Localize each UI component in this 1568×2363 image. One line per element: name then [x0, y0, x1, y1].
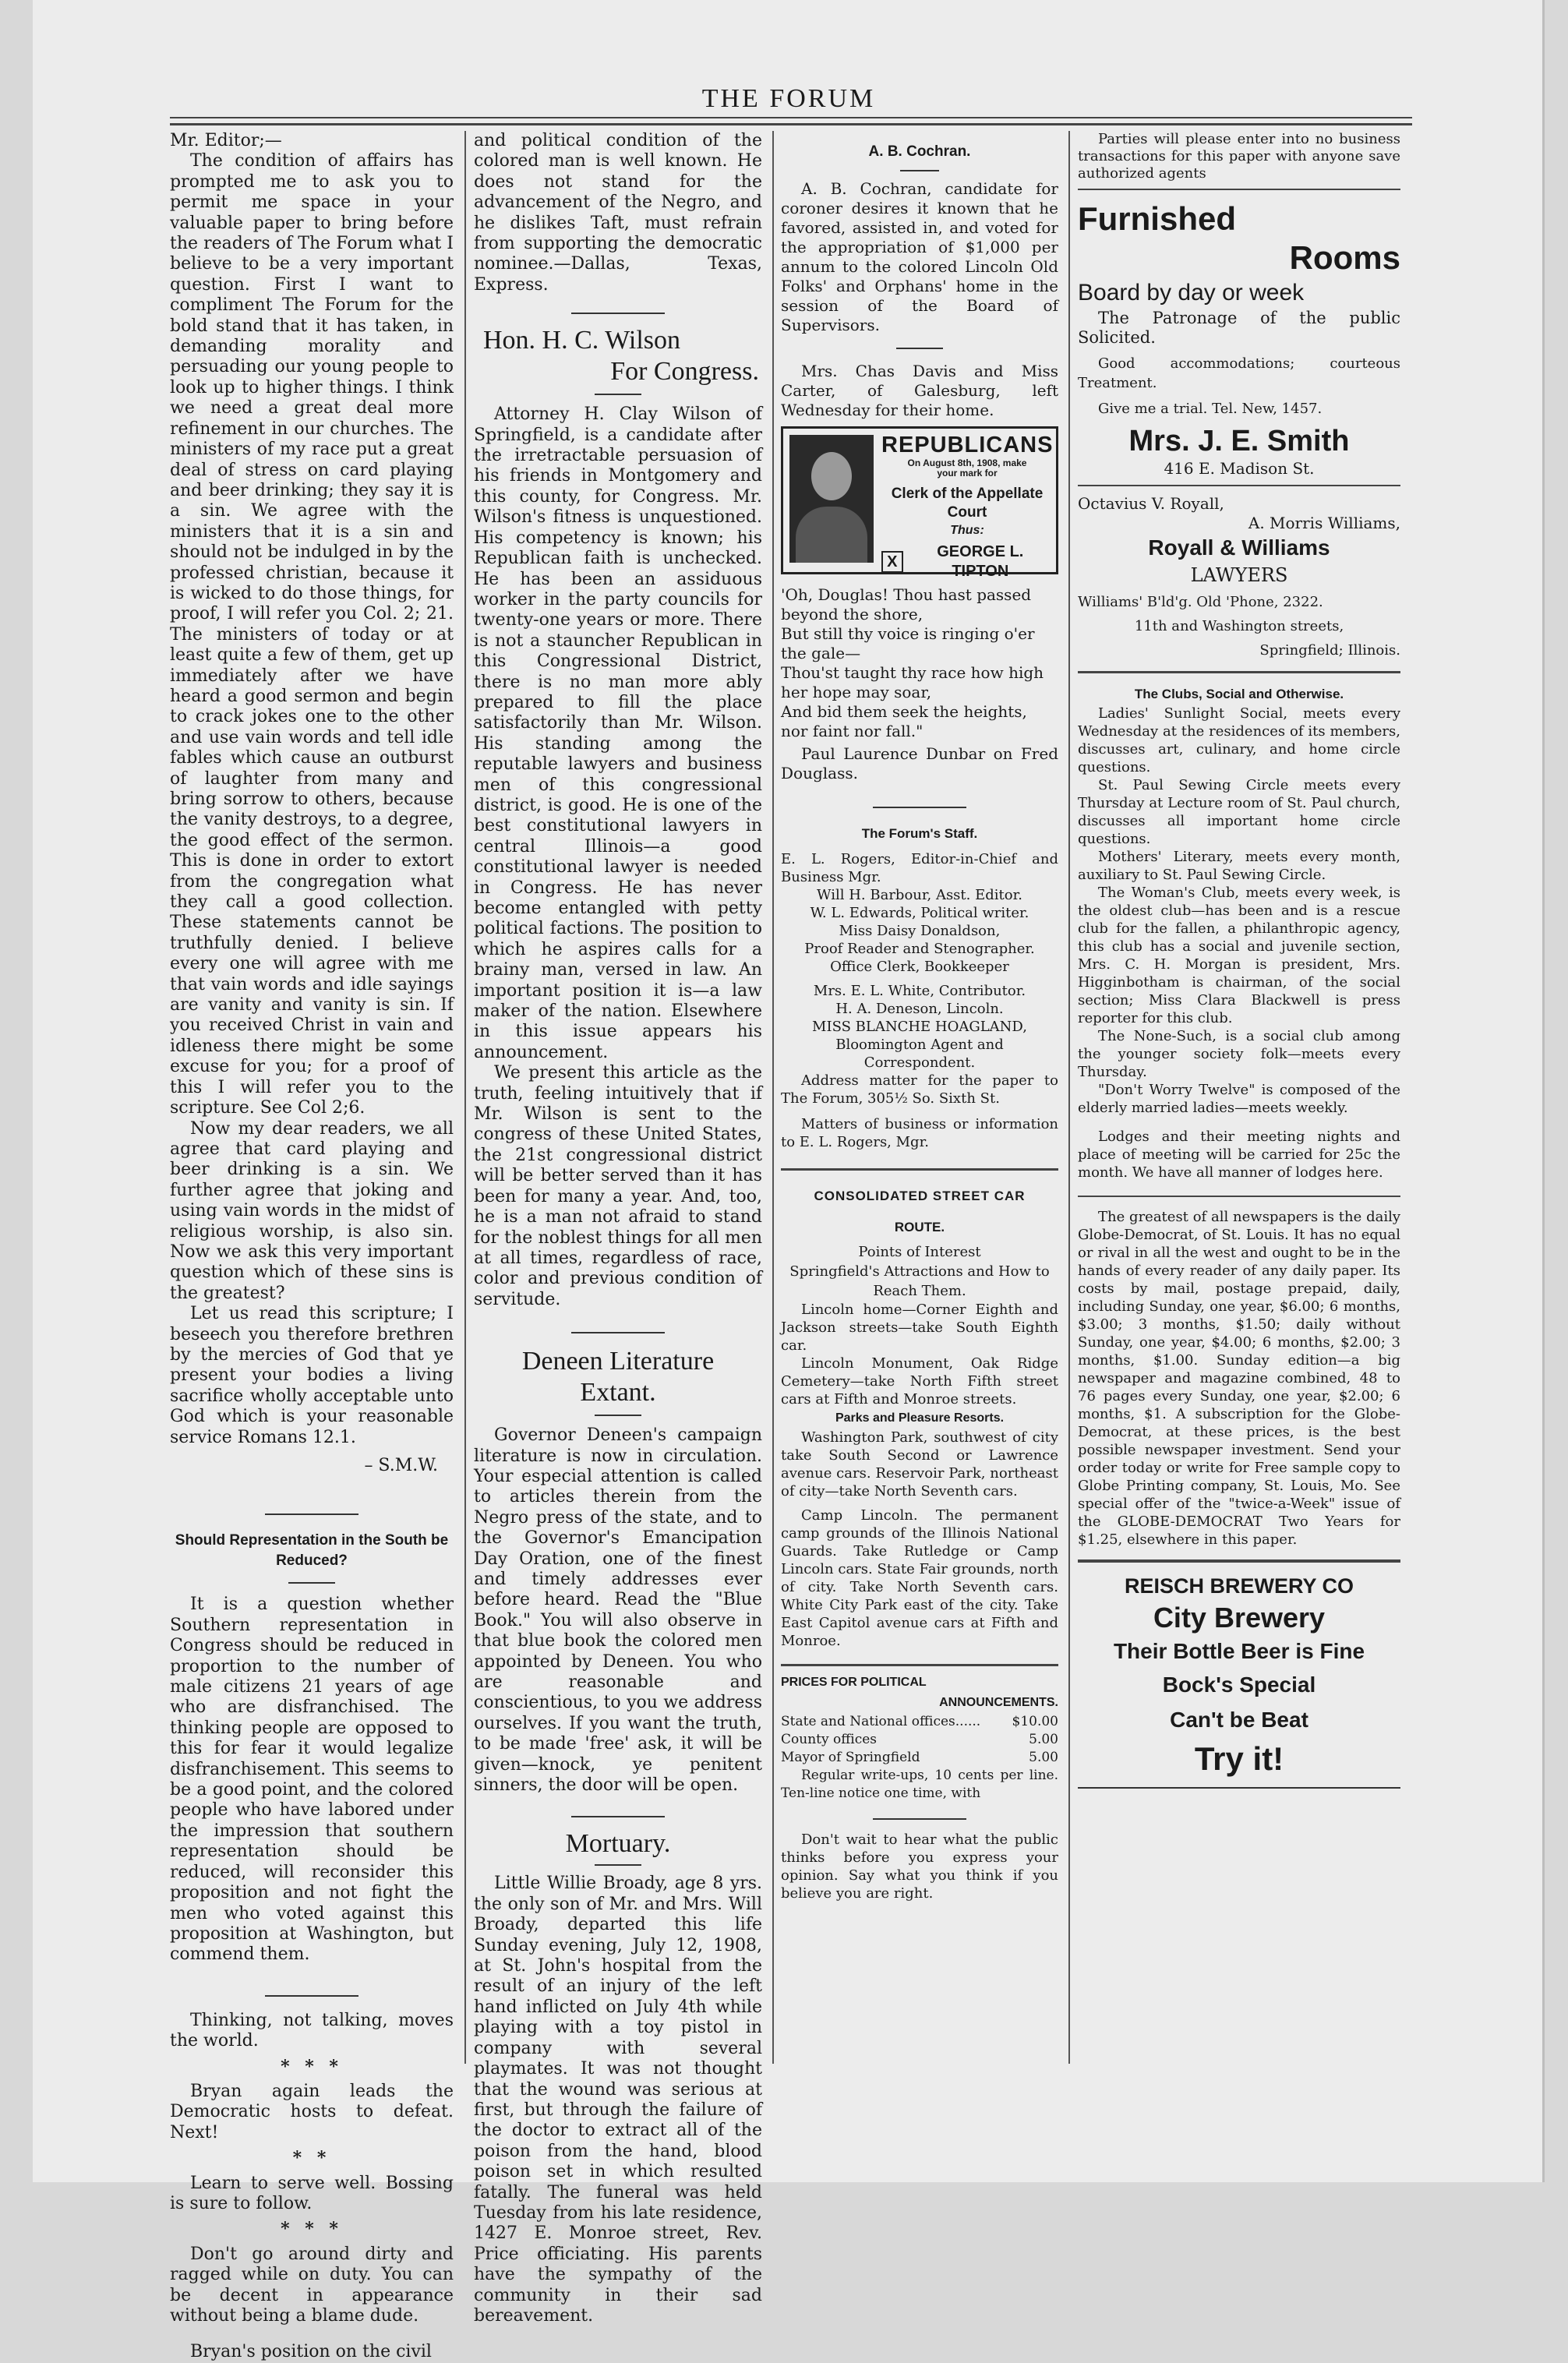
column-3: [781, 131, 1058, 1902]
letter-paragraph: Let us read this scripture; I beseech you therefore brethren by the mercies of God that ye present your bodies a living sacrifice wholly acceptable unto God which is your reasonable service Romans 12.1.: [170, 1304, 454, 1447]
divider: [873, 1818, 966, 1820]
staff-entry: Address matter for the paper to The Forum, 305½ So. Sixth St.: [781, 1072, 1058, 1107]
section-rule: [1078, 671, 1400, 673]
price-row: State and National offices...... $10.00: [781, 1714, 1058, 1729]
column-rule-1: [464, 131, 466, 2064]
trial-line: Give me a trial. Tel. New, 1457.: [1098, 401, 1323, 417]
staff-entry: H. A. Deneson, Lincoln.: [835, 1001, 1004, 1017]
letter-paragraph: Now my dear readers, we all agree that card playing and beer drinking is a sin. We further agree that joking and using vain words in the midst of religious worship, is also sin. Now we ask this very important question which of these sins is the greatest?: [170, 1118, 454, 1303]
divider: [595, 1864, 641, 1866]
rep-heading: Should Representation in the South be Reduced?: [175, 1532, 449, 1570]
divider: [896, 348, 943, 349]
poem-line: 'Oh, Douglas! Thou hast passed beyond the shore,: [781, 585, 1032, 623]
section-rule: [781, 1664, 1058, 1666]
furnished-word: Furnished: [1078, 200, 1237, 237]
ad-date-line: On August 8th, 1908, make: [907, 457, 1027, 468]
prices-note: Regular write-ups, 10 cents per line. Ten-line notice one time, with: [781, 1768, 1058, 1801]
divider: [900, 170, 939, 171]
poem-line: Thou'st taught thy race how high her hope may soar,: [781, 663, 1044, 701]
parks-heading: Parks and Pleasure Resorts.: [835, 1411, 1005, 1425]
ad-title: REPUBLICANS: [881, 433, 1054, 457]
divider: [873, 807, 966, 808]
brewery-bock: Bock's Special: [1162, 1672, 1316, 1697]
divider: [571, 313, 665, 314]
column-rule-3: [1068, 131, 1070, 2064]
firm-streets: 11th and Washington streets,: [1134, 618, 1344, 634]
poem-credit: Paul Laurence Dunbar on Fred Douglass.: [781, 744, 1058, 782]
public-opinion: Don't wait to hear what the public thinks before you express your opinion. Say what you think if you believe you are right.: [781, 1831, 1058, 1902]
section-rule: [1078, 1196, 1400, 1197]
club-item: The None-Such, is a social club among the younger society folk—meets every Thursday.: [1078, 1028, 1400, 1080]
divider: [1078, 1787, 1400, 1789]
column-4: [1078, 131, 1400, 1789]
divider: [595, 394, 641, 395]
firm-building: Williams' B'ld'g. Old 'Phone, 2322.: [1078, 594, 1323, 610]
staff-entry: Mrs. E. L. White, Contributor.: [813, 983, 1026, 999]
car-route-heading-2: ROUTE.: [894, 1220, 945, 1234]
car-route-item: Lincoln home—Corner Eighth and Jackson streets—take South Eighth car.: [781, 1302, 1058, 1354]
board-line: Board by day or week: [1078, 280, 1305, 306]
staff-entry: E. L. Rogers, Editor-in-Chief and Business Mgr.: [781, 851, 1058, 885]
price-row: Mayor of Springfield 5.00: [781, 1750, 1058, 1765]
wilson-headline-2: For Congress.: [610, 357, 759, 387]
wilson-paragraph: Attorney H. Clay Wilson of Springfield, is a candidate after the irretractable persuasion of his friends in Montgomery and this county, for Congress. Mr. Wilson's fitness is unquestioned. His competency is known; his Republican faith is unchecked. He has been an assiduous worker in the party councils for twenty-one years or more. There is not a stauncher Republican in this Congressional District, there is no man more ably prepared to fill the place satisfactorily than Mr. Wilson. His standing among the reputable lawyers and business men of this congressional district, is good. He is one of the best constitutional lawyers in central Illinois—a good constitutional lawyer is needed in Congress. He has never become entangled with petty political factions. The position to which he aspires calls for a brainy man, versed in law. An important position it is—a law maker of the nation. Elsewhere in this issue appears his announcement.: [474, 404, 762, 1062]
column-rule-2: [772, 131, 774, 2064]
letter-salutation: Mr. Editor;—: [170, 131, 282, 150]
ad-office: Clerk of the Appellate Court: [891, 486, 1044, 521]
royall-name: Octavius V. Royall,: [1078, 494, 1224, 513]
car-route-item: Lincoln Monument, Oak Ridge Cemetery—take North Fifth street cars at Fifth and Monroe streets.: [781, 1355, 1058, 1408]
smith-address: 416 E. Madison St.: [1164, 459, 1315, 478]
clubs-heading: The Clubs, Social and Otherwise.: [1134, 687, 1344, 701]
globe-democrat-ad: The greatest of all newspapers is the daily Globe-Democrat, of St. Louis. It has no equal or rival in all the west and ought to be in the hands of every reader of any daily paper. Its costs by mail, postage prepaid, daily, including Sunday, one year, $6.00; 6 months, $3.00; 3 months, $1.50; daily without Sunday, one year, $4.00; 6 months, $2.00; 3 months, $1.00. Sunday edition—a big newspaper and magazine combined, 48 to 76 pages every Sunday, one year, $2.00; 6 months, $1. A subscription for the Globe-Democrat, at these prices, is the best possible newspaper investment. Send your order today or write for Free sample copy to Globe Printing company, St. Louis, Mo. See special offer of the "twice-a-Week" issue of the GLOBE-DEMOCRAT Two Years for $1.25, elsewhere in this paper.: [1078, 1209, 1400, 1548]
ad-thus: Thus:: [950, 524, 984, 537]
car-route-sub: Points of Interest: [858, 1244, 981, 1260]
staff-entry: Office Clerk, Bookkeeper: [830, 959, 1009, 975]
brewery-beat: Can't be Beat: [1170, 1708, 1308, 1732]
short-item: Learn to serve well. Bossing is sure to follow.: [170, 2173, 454, 2213]
parks-item: Camp Lincoln. The permanent camp grounds of the Illinois National Guards. Take Rutledge or Camp Lincoln cars. State Fair grounds, north of city. Take North Seventh cars. White City Park east of the city. Take East Capitol avenue cars at Fifth and Monroe.: [781, 1507, 1058, 1649]
divider: [288, 1582, 335, 1584]
cochran-heading: A. B. Cochran.: [868, 143, 971, 160]
section-rule: [1078, 189, 1400, 190]
letter-paragraph: The condition of affairs has prompted me to ask you to permit me space in your valuable paper to bring before the readers of The Forum what I believe to be a very important question. First I want to compliment The Forum for the bold stand that it has taken, in demanding morality and persuading our young people to look up to higher things. I think we need a great deal more refinement in our churches. The ministers of my race put a great deal of stress on card playing and beer drinking; they say it is a sin. We agree with the ministers that it is a sin and should not be indulged in by the professed christian, because it is wicked to do those things, for proof, I will refer you Col. 2; 21. The ministers of today or at least quite a few of them, get up immediately after we have heard a good sermon and begin to crack jokes one to the other and use vain words and tell idle fables which cause an outburst of laughter from many and bring sorrow to others, because the vanity destroys, to a degree, the good effect of the sermon. This is done in order to extort from the congregation what they call a good collection. These statements cannot be truthfully denied. I believe every one will agree with me that vain words and idle sayings are vanity and vanity is sin. If you received Christ in vain and idleness there might be some excuse for you; for a proof of this I will refer you to the scripture. See Col 2;6.: [170, 151, 454, 1118]
masthead-rule-top: [170, 117, 1412, 118]
column-1: [170, 131, 454, 2363]
divider: [595, 1415, 641, 1416]
divider: [265, 1995, 358, 1997]
republicans-ad: [781, 426, 1058, 580]
short-item: Bryan's position on the civil: [190, 2342, 432, 2362]
poem-line: And bid them seek the heights, nor faint nor fall.": [781, 702, 1027, 740]
newspaper-page: [33, 0, 1545, 2362]
wilson-paragraph: We present this article as the truth, feeling intuitively that if Mr. Wilson is sent to the congress of these United States, the 21st congressional district will be better served than it has been for many a year. And, too, he is a man not afraid to stand for the noblest things for all men at all times, regardless of race, color and previous condition of servitude.: [474, 1063, 762, 1309]
continued-paragraph: and political condition of the colored man is well known. He does not stand for the advancement of the Negro, and he dislikes Taft, must refrain from supporting the democratic nominee.—Dallas, Texas, Express.: [474, 131, 762, 295]
separator-stars: * *: [292, 2148, 331, 2169]
divider: [571, 1332, 665, 1333]
staff-heading: The Forum's Staff.: [861, 826, 978, 841]
staff-entry: W. L. Edwards, Political writer.: [810, 905, 1029, 921]
mortuary-paragraph: Little Willie Broady, age 8 yrs. the only son of Mr. and Mrs. Will Broady, departed this life Sunday evening, July 12, 1908, at St. John's hospital from the result of an injury of the left hand inflicted on July 4th while playing with a toy pistol in company with several playmates. It was not thought that the wound was serious at first, but through the failure of the doctor to extract all of the poison from the hand, blood poison set in which resulted fatally. The funeral was held Tuesday from his late residence, 1427 E. Monroe street, Rev. Price officiating. His parents have the sympathy of the community in their sad bereavement.: [474, 1874, 762, 2326]
staff-entry: Bloomington Agent and Correspondent.: [835, 1037, 1004, 1071]
ad-candidate: GEORGE L. TIPTON: [937, 543, 1024, 580]
masthead-rule: [170, 123, 1412, 125]
staff-entry: Will H. Barbour, Asst. Editor.: [817, 887, 1022, 903]
deneen-paragraph: Governor Deneen's campaign literature is now in circulation. Your especial attention is called to articles therein from the Negro press of the state, and to the Governor's Emancipation Day Oration, one of the finest and timely addresses ever before heard. Read the "Blue Book." You will also observe in that blue book the colored men appointed by Deneen. You who are reasonable and conscientious, to you we address ourselves. If you want the truth, to be made 'free' ask, it will be given—knock, ye penitent sinners, the door will be open.: [474, 1425, 762, 1796]
firm-city: Springfield; Illinois.: [1259, 642, 1400, 659]
smith-name: Mrs. J. E. Smith: [1128, 425, 1350, 457]
staff-entry: Miss Daisy Donaldson,: [839, 923, 1001, 939]
wilson-headline: Hon. H. C. Wilson: [483, 326, 681, 355]
brewery-tagline: City Brewery: [1153, 1602, 1326, 1634]
brewery-name: REISCH BREWERY CO: [1124, 1574, 1354, 1598]
short-item: Thinking, not talking, moves the world.: [170, 2010, 454, 2051]
prices-heading-2: ANNOUNCEMENTS.: [939, 1696, 1058, 1709]
poem: [781, 585, 1058, 741]
deneen-headline: Deneen Literature: [521, 1347, 715, 1376]
staff-entry: MISS BLANCHE HOAGLAND,: [812, 1019, 1027, 1035]
brewery-try: Try it!: [1194, 1740, 1284, 1777]
williams-name: A. Morris Williams,: [1248, 514, 1400, 532]
price-row: County offices 5.00: [781, 1732, 1058, 1747]
lawyers-label: LAWYERS: [1190, 564, 1288, 586]
divider: [265, 1514, 358, 1515]
rep-paragraph: It is a question whether Southern representation in Congress should be reduced in proportion to the number of male citizens 21 years of age who are disfranchised. The thinking people are opposed to this for fear it would legalize disfranchisement. This seems to be a good point, and the colored people who have labored under the impression that southern representation should be reduced, will reconsider this proposition and not fight the men who voted against this proposition at Washington, but commend them.: [170, 1595, 454, 1965]
separator-stars: * * *: [281, 2219, 343, 2240]
poem-line: But still thy voice is ringing o'er the gale—: [781, 624, 1035, 662]
short-item: Bryan again leads the Democratic hosts to defeat. Next!: [170, 2081, 454, 2142]
agents-notice: Parties will please enter into no business transactions for this paper with anyone save authorized agents: [1078, 131, 1400, 182]
club-item: "Don't Worry Twelve" is composed of the elderly married ladies—meets weekly.: [1078, 1082, 1400, 1116]
staff-entry: Matters of business or information to E. L. Rogers, Mgr.: [781, 1116, 1058, 1150]
rooms-word: Rooms: [1289, 239, 1400, 276]
separator-stars: * * *: [281, 2056, 343, 2077]
column-2: [474, 131, 762, 2326]
letter-signature: – S.M.W.: [364, 1456, 438, 1475]
portrait-face: [811, 452, 852, 500]
candidate-portrait: [789, 435, 874, 563]
ad-date-line-2: your mark for: [937, 468, 998, 479]
lodges-notice: Lodges and their meeting nights and place of meeting will be carried for 25c the month. We have all manner of lodges here.: [1078, 1129, 1400, 1181]
section-rule: [781, 1168, 1058, 1171]
staff-entry: Proof Reader and Stenographer.: [804, 941, 1035, 957]
mortuary-headline: Mortuary.: [565, 1829, 671, 1859]
deneen-headline-2: Extant.: [580, 1378, 656, 1408]
club-item: St. Paul Sewing Circle meets every Thursday at Lecture room of St. Paul church, discusses all important home circle questions.: [1078, 777, 1400, 847]
section-rule: [1078, 1559, 1400, 1563]
section-rule: [1078, 485, 1400, 486]
club-item: The Woman's Club, meets every week, is the oldest club—has been and is a rescue club for the fallen, a philanthropic agency, this club has a social and juvenile section, Mrs. C. H. Morgan is president, Mrs. Higginbotham is chairman, of the social section; Miss Clara Blackwell is press reporter for this club.: [1078, 885, 1400, 1026]
brewery-bottle-beer: Their Bottle Beer is Fine: [1113, 1639, 1365, 1663]
accommodations-line: Good accommodations; courteous Treatment.: [1078, 355, 1400, 391]
patronage-line: The Patronage of the public Solicited.: [1078, 309, 1400, 347]
masthead-title: THE FORUM: [701, 84, 876, 113]
davis-paragraph: Mrs. Chas Davis and Miss Carter, of Galesburg, left Wednesday for their home.: [781, 362, 1058, 419]
cochran-paragraph: A. B. Cochran, candidate for coroner desires it known that he favored, assisted in, and voted for the appropriation of $1,000 per annum to the colored Lincoln Old Folks' and Orphans' home in the session of the Board of Supervisors.: [781, 179, 1058, 334]
prices-heading: PRICES FOR POLITICAL: [781, 1676, 927, 1689]
parks-item: Washington Park, southwest of city take South Second or Lawrence avenue cars. Reservoir Park, northeast of city—take North Seventh cars.: [781, 1429, 1058, 1499]
car-route-heading: CONSOLIDATED STREET CAR: [814, 1189, 1026, 1203]
divider: [571, 1816, 665, 1817]
short-item: Don't go around dirty and ragged while on duty. You can be decent in appearance without being a blame dude.: [170, 2244, 454, 2326]
ballot-mark: X: [881, 551, 903, 573]
club-item: Ladies' Sunlight Social, meets every Wednesday at the residences of its members, discusses art, culinary, and home circle questions.: [1078, 705, 1400, 775]
club-item: Mothers' Literary, meets every month, auxiliary to St. Paul Sewing Circle.: [1078, 849, 1400, 883]
car-route-sub-2: Springfield's Attractions and How to Reach Them.: [789, 1263, 1050, 1299]
portrait-shoulders: [796, 507, 867, 563]
firm-name: Royall & Williams: [1148, 535, 1330, 560]
